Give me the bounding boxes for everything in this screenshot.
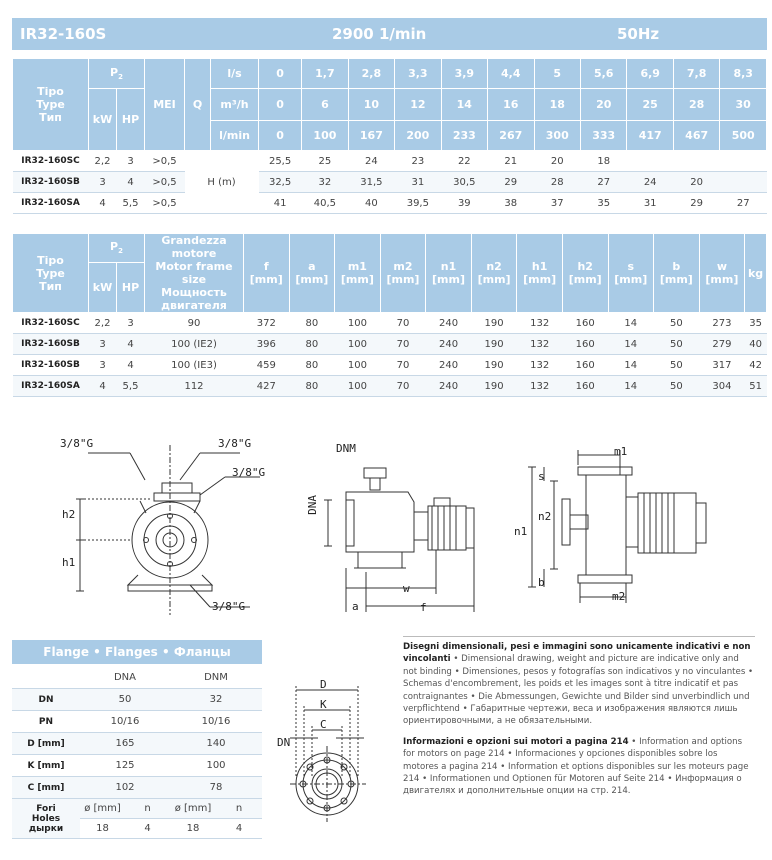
head-value: 23: [395, 151, 441, 172]
dim-value: 100: [335, 313, 381, 334]
dim-col-header: [380, 234, 426, 313]
dim-value: 100: [335, 334, 381, 355]
dim-value: 70: [380, 313, 426, 334]
dim-value: 279: [699, 334, 745, 355]
dim-col-name: n1: [440, 260, 457, 273]
dim-value: 160: [562, 355, 608, 376]
frequency-label: 50Hz: [617, 25, 660, 43]
dim-value: 70: [380, 355, 426, 376]
table-row: [13, 172, 767, 193]
m1-label: m1: [614, 445, 628, 458]
dim-col-header: [699, 234, 745, 313]
dim-value: 190: [471, 334, 517, 355]
dna-value: 125: [80, 755, 170, 777]
flow-ls: 5,6: [580, 59, 626, 89]
header-line: двигателя: [161, 299, 227, 312]
header-line: size: [181, 273, 207, 286]
header-line: Tipo: [37, 85, 64, 98]
hp-value: 3: [117, 313, 145, 334]
mei-header: MEI: [145, 59, 185, 151]
dnm-value: 100: [170, 755, 262, 777]
model-name: IR32-160SA: [13, 193, 89, 214]
p2-header: $P_2$: [89, 234, 145, 263]
n-header: n: [125, 799, 170, 819]
header-line: Тип: [39, 279, 62, 293]
dim-col-header: [335, 234, 381, 313]
kw-value: 3: [89, 334, 117, 355]
dim-unit: [mm]: [477, 273, 511, 286]
dim-value: 190: [471, 313, 517, 334]
head-value: 39,5: [395, 193, 441, 214]
flow-ls: 5: [534, 59, 580, 89]
flow-ls: 6,9: [627, 59, 673, 89]
header-line: Мощность: [161, 286, 227, 299]
frame-value: 100 (IE3): [145, 355, 244, 376]
hp-header: HP: [117, 89, 145, 151]
dnm-value: 32: [170, 689, 262, 711]
flange-row-label: PN: [12, 711, 80, 733]
mei-value: >0,5: [145, 172, 185, 193]
flow-m3h: 18: [534, 89, 580, 121]
header-line: Fori: [36, 803, 56, 814]
flow-lmin: 167: [348, 121, 394, 151]
b-label: b: [538, 576, 545, 589]
flow-ls: 4,4: [488, 59, 534, 89]
note-2-text: • Information and options for motors on page 214 • Informaciones y opciones disponibles sobre los motores a pagina 214 • Information et options disponibles sur les moteurs page 214 • Informationen und Optionen für Motoren auf Seite 214 • Информация о двигателях и дополнительные опции на стр. 214.: [403, 736, 749, 797]
hp-value: 4: [117, 334, 145, 355]
holes-value: 4: [125, 819, 170, 839]
kw-value: 4: [89, 376, 117, 397]
dim-unit: [mm]: [568, 273, 602, 286]
dim-col-header: [426, 234, 472, 313]
dim-col-name: f: [263, 260, 269, 273]
table-row: [13, 313, 767, 334]
head-value: 38: [488, 193, 534, 214]
dim-value: 190: [471, 376, 517, 397]
kw-header: kW: [89, 263, 117, 313]
kw-value: 3: [89, 355, 117, 376]
kg-header: kg: [745, 234, 767, 313]
flow-ls: 3,9: [441, 59, 487, 89]
dim-value: 132: [517, 334, 563, 355]
dim-unit: [mm]: [340, 273, 374, 286]
table-row: [13, 355, 767, 376]
table-row: [12, 689, 262, 711]
dna-value: 50: [80, 689, 170, 711]
dim-value: 396: [244, 334, 290, 355]
g-label-2: 3/8"G: [218, 437, 252, 450]
table-row: [13, 151, 767, 172]
dim-col-name: m2: [393, 260, 413, 273]
dim-value: 372: [244, 313, 290, 334]
hp-value: 4: [117, 355, 145, 376]
dim-col-name: m1: [347, 260, 367, 273]
dnm-value: 10/16: [170, 711, 262, 733]
kw-value: 4: [89, 193, 117, 214]
head-value: 32: [302, 172, 348, 193]
n-header: n: [216, 799, 262, 819]
dim-col-name: h2: [577, 260, 593, 273]
dim-value: 304: [699, 376, 745, 397]
flow-lmin: 267: [488, 121, 534, 151]
mei-value: >0,5: [145, 151, 185, 172]
flow-ls: 1,7: [302, 59, 348, 89]
dnm-value: 140: [170, 733, 262, 755]
kg-value: 42: [745, 355, 767, 376]
head-value: 25: [302, 151, 348, 172]
q-header: Q: [185, 59, 211, 151]
table-row: [12, 755, 262, 777]
p2-text: P: [110, 65, 119, 79]
flow-lmin: 333: [580, 121, 626, 151]
pump-front-drawing: [50, 435, 290, 625]
frame-value: 90: [145, 313, 244, 334]
kg-value: 51: [745, 376, 767, 397]
header-line: motore: [171, 247, 217, 260]
header-line: Tipo: [37, 253, 64, 267]
speed-label: 2900 1/min: [332, 25, 427, 43]
table-row: [12, 733, 262, 755]
flow-ls: 3,3: [395, 59, 441, 89]
a-label: a: [352, 600, 359, 613]
dna-header: DNA: [80, 667, 170, 689]
head-value: 35: [580, 193, 626, 214]
f-label: f: [420, 601, 427, 614]
flow-lmin: 500: [720, 121, 767, 151]
header-line: Type: [36, 98, 65, 111]
dim-value: 70: [380, 334, 426, 355]
dim-unit: [mm]: [659, 273, 693, 286]
note-1-bold: Disegni dimensionali, pesi e immagini sono unicamente indicativi e non vincolanti: [403, 642, 751, 665]
dim-col-name: n2: [486, 260, 502, 273]
dim-value: 132: [517, 355, 563, 376]
flow-lmin: 0: [259, 121, 302, 151]
head-value: 40,5: [302, 193, 348, 214]
head-value: 31: [395, 172, 441, 193]
type-header: [13, 59, 89, 151]
flange-table: [12, 666, 262, 839]
model-title: IR32-160S: [20, 25, 107, 43]
head-value: [673, 151, 719, 172]
holes-value: 18: [80, 819, 125, 839]
table-row: [12, 777, 262, 799]
head-value: 28: [534, 172, 580, 193]
frame-header: [145, 234, 244, 313]
dim-value: 80: [289, 313, 335, 334]
dim-col-name: w: [716, 260, 727, 273]
dim-value: 14: [608, 313, 654, 334]
dim-value: 100: [335, 376, 381, 397]
g-label-1: 3/8"G: [60, 437, 94, 450]
head-value: 40: [348, 193, 394, 214]
flange-row-label: K [mm]: [12, 755, 80, 777]
header-line: Motor frame: [155, 260, 233, 273]
dim-value: 80: [289, 334, 335, 355]
phi-header: ø [mm]: [170, 799, 216, 819]
dnm-header: DNM: [170, 667, 262, 689]
unit-header: l/s: [211, 59, 259, 89]
header-line: Тип: [39, 111, 62, 124]
kw-value: 2,2: [89, 151, 117, 172]
flow-m3h: 12: [395, 89, 441, 121]
dna-value: 10/16: [80, 711, 170, 733]
head-value: 41: [259, 193, 302, 214]
flow-ls: 7,8: [673, 59, 719, 89]
dim-value: 240: [426, 376, 472, 397]
hp-value: 5,5: [117, 193, 145, 214]
header-line: Type: [36, 266, 65, 280]
p2-header: $P_2$: [89, 59, 145, 89]
head-value: [720, 151, 767, 172]
phi-header: ø [mm]: [80, 799, 125, 819]
flange-row-label: C [mm]: [12, 777, 80, 799]
mei-value: >0,5: [145, 193, 185, 214]
head-value: 29: [488, 172, 534, 193]
head-value: 39: [441, 193, 487, 214]
flow-ls: 0: [259, 59, 302, 89]
head-value: 30,5: [441, 172, 487, 193]
dim-value: 80: [289, 355, 335, 376]
flange-D-label: D: [320, 678, 327, 691]
flange-corner: [12, 667, 80, 689]
header-line: Holes: [31, 813, 61, 824]
hp-header: HP: [117, 263, 145, 313]
note-2-bold: Informazioni e opzioni sui motori a pagina 214: [403, 736, 629, 747]
table-row: [13, 193, 767, 214]
dim-value: 14: [608, 355, 654, 376]
holes-value: 18: [170, 819, 216, 839]
dim-col-header: [654, 234, 700, 313]
kg-value: 35: [745, 313, 767, 334]
dim-value: 160: [562, 334, 608, 355]
dnm-value: 78: [170, 777, 262, 799]
dim-value: 160: [562, 376, 608, 397]
head-value: 31: [627, 193, 673, 214]
hp-value: 3: [117, 151, 145, 172]
table-row: [13, 334, 767, 355]
flow-lmin: 467: [673, 121, 719, 151]
kw-value: 2,2: [89, 313, 117, 334]
kg-value: 40: [745, 334, 767, 355]
flow-lmin: 417: [627, 121, 673, 151]
dim-col-header: [562, 234, 608, 313]
dim-value: 50: [654, 313, 700, 334]
g-label-4: 3/8"G: [212, 600, 246, 613]
p2-text: P: [110, 240, 119, 254]
title-bar: [12, 18, 767, 50]
head-value: 27: [580, 172, 626, 193]
head-value: 22: [441, 151, 487, 172]
flow-lmin: 233: [441, 121, 487, 151]
dim-col-header: [244, 234, 290, 313]
dim-value: 14: [608, 376, 654, 397]
n2-label: n2: [538, 510, 552, 523]
dim-col-name: s: [627, 260, 635, 273]
dim-value: 273: [699, 313, 745, 334]
dim-value: 14: [608, 334, 654, 355]
dimensions-table: [12, 233, 767, 397]
dim-col-name: b: [672, 260, 681, 273]
head-value: 29: [673, 193, 719, 214]
head-value: 27: [720, 193, 767, 214]
flow-m3h: 20: [580, 89, 626, 121]
header-line: дырки: [28, 823, 64, 834]
flange-row-label: D [mm]: [12, 733, 80, 755]
dim-value: 459: [244, 355, 290, 376]
dim-value: 100: [335, 355, 381, 376]
flange-K-label: K: [320, 698, 327, 711]
dim-col-header: [471, 234, 517, 313]
dim-unit: [mm]: [705, 273, 739, 286]
w-label: w: [403, 582, 410, 595]
kw-value: 3: [89, 172, 117, 193]
flow-ls: 2,8: [348, 59, 394, 89]
type-header: [13, 234, 89, 313]
dim-value: 50: [654, 355, 700, 376]
unit-header: m³/h: [211, 89, 259, 121]
dim-value: 317: [699, 355, 745, 376]
model-name: IR32-160SC: [13, 313, 89, 334]
dim-col-header: [289, 234, 335, 313]
n1-label: n1: [514, 525, 528, 538]
dim-unit: [mm]: [523, 273, 557, 286]
flow-lmin: 100: [302, 121, 348, 151]
dnm-label: DNM: [336, 442, 356, 455]
dim-value: 427: [244, 376, 290, 397]
flange-C-label: C: [320, 718, 327, 731]
flow-m3h: 10: [348, 89, 394, 121]
model-name: IR32-160SA: [13, 376, 89, 397]
flange-row-label: DN: [12, 689, 80, 711]
dim-unit: [mm]: [432, 273, 466, 286]
flow-lmin: 300: [534, 121, 580, 151]
model-name: IR32-160SB: [13, 334, 89, 355]
table-row: [13, 376, 767, 397]
flow-ls: 8,3: [720, 59, 767, 89]
flow-m3h: 14: [441, 89, 487, 121]
flange-title: Flange • Flanges • Фланцы: [12, 640, 262, 664]
holes-value: 4: [216, 819, 262, 839]
head-value: 37: [534, 193, 580, 214]
header-line: Grandezza: [161, 234, 227, 247]
head-value: 32,5: [259, 172, 302, 193]
hp-value: 4: [117, 172, 145, 193]
flow-m3h: 0: [259, 89, 302, 121]
dim-value: 160: [562, 313, 608, 334]
head-value: [720, 172, 767, 193]
flow-m3h: 28: [673, 89, 719, 121]
head-value: 24: [348, 151, 394, 172]
dna-value: 165: [80, 733, 170, 755]
head-value: 20: [534, 151, 580, 172]
flow-m3h: 6: [302, 89, 348, 121]
head-value: 18: [580, 151, 626, 172]
model-name: IR32-160SB: [13, 355, 89, 376]
frame-value: 100 (IE2): [145, 334, 244, 355]
head-value: 25,5: [259, 151, 302, 172]
kw-header: kW: [89, 89, 117, 151]
dim-value: 70: [380, 376, 426, 397]
performance-table: [12, 58, 767, 214]
flange-DN-label: DN: [277, 736, 291, 749]
h1-label: h1: [62, 556, 76, 569]
head-value: 24: [627, 172, 673, 193]
head-value: 21: [488, 151, 534, 172]
flow-m3h: 16: [488, 89, 534, 121]
hp-value: 5,5: [117, 376, 145, 397]
head-value: [627, 151, 673, 172]
dim-value: 132: [517, 376, 563, 397]
head-value: 31,5: [348, 172, 394, 193]
table-row: [12, 711, 262, 733]
flow-m3h: 30: [720, 89, 767, 121]
frame-value: 112: [145, 376, 244, 397]
dim-col-header: [517, 234, 563, 313]
dim-value: 240: [426, 313, 472, 334]
dim-value: 190: [471, 355, 517, 376]
pump-side-drawing: [318, 448, 508, 618]
dim-unit: [mm]: [386, 273, 420, 286]
flange-drawing: [278, 676, 378, 836]
dim-value: 50: [654, 334, 700, 355]
dim-col-name: a: [308, 260, 316, 273]
dim-unit: [mm]: [295, 273, 329, 286]
model-name: IR32-160SB: [13, 172, 89, 193]
holes-label: [12, 799, 80, 839]
m2-label: m2: [612, 590, 626, 603]
h2-label: h2: [62, 508, 76, 521]
dna-label: DNA: [306, 495, 319, 515]
note-1-text: • Dimensional drawing, weight and picture are indicative only and not binding • Dimensiones, pesos y fotografías son indicativos y no vinculantes • Schemas d'encombrement, les poids et les images sont à titre indicatif et pas contraignantes • Die Abmessungen, Gewichte und Bilder sind unverbindlich und verpflichtend • Габаритные чертежи, веса и изображения являются лишь ориентировочными, а не обязательными.: [403, 654, 754, 727]
dna-value: 102: [80, 777, 170, 799]
g-label-3: 3/8"G: [232, 466, 266, 479]
dim-unit: [mm]: [249, 273, 283, 286]
dim-col-header: [608, 234, 654, 313]
flow-m3h: 25: [627, 89, 673, 121]
flow-lmin: 200: [395, 121, 441, 151]
s-label: s: [538, 470, 545, 483]
dim-value: 80: [289, 376, 335, 397]
dim-value: 50: [654, 376, 700, 397]
head-label: H (m): [185, 151, 259, 214]
head-value: 20: [673, 172, 719, 193]
dim-value: 240: [426, 355, 472, 376]
unit-header: l/min: [211, 121, 259, 151]
notes: [403, 636, 755, 806]
dim-value: 240: [426, 334, 472, 355]
dim-value: 132: [517, 313, 563, 334]
model-name: IR32-160SC: [13, 151, 89, 172]
dim-col-name: h1: [531, 260, 548, 273]
dim-unit: [mm]: [614, 273, 648, 286]
